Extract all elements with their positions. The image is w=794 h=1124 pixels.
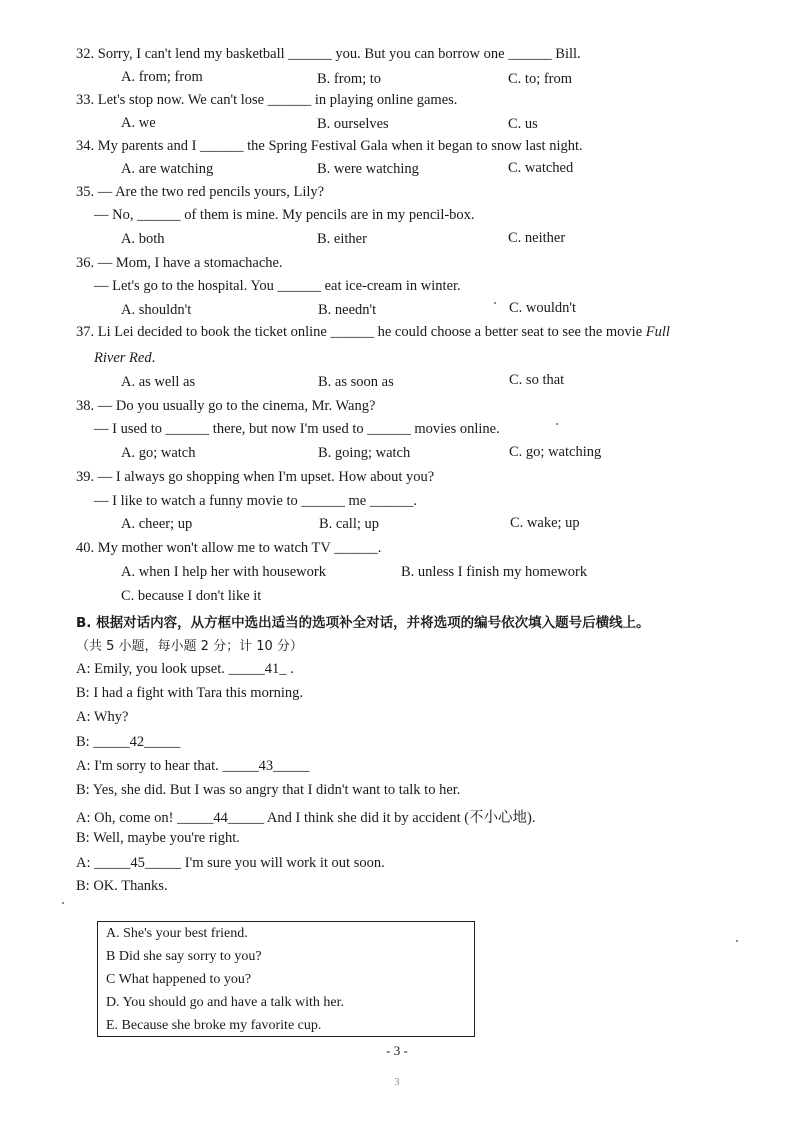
question-32-option-c: C. to; from: [508, 71, 573, 87]
page-number: - 3 -: [386, 1043, 408, 1058]
question-37-movie-title-part1: Full: [645, 324, 670, 340]
question-39-option-c: C. wake; up: [510, 515, 580, 531]
scan-speck: [494, 302, 496, 304]
question-32-option-a: A. from; from: [121, 69, 203, 85]
scan-speck: [556, 423, 558, 425]
section-b-points: （共 5 小题，每小题 2 分；计 10 分）: [76, 639, 303, 654]
question-40-option-a: A. when I help her with housework: [121, 564, 326, 580]
question-36-option-b: B. needn't: [318, 302, 377, 318]
dialogue-line: B: Well, maybe you're right.: [76, 830, 240, 846]
question-39-stem: 39. — I always go shopping when I'm upset. How about you?: [76, 469, 435, 485]
question-38-option-c: C. go; watching: [509, 444, 602, 460]
question-36-option-a: A. shouldn't: [121, 302, 192, 318]
box-option-d: D. You should go and have a talk with her.: [106, 995, 344, 1010]
footer-number: 3: [394, 1077, 400, 1088]
dialogue-line: B: OK. Thanks.: [76, 878, 168, 894]
question-34-option-a: A. are watching: [121, 161, 214, 177]
question-36-option-c: C. wouldn't: [509, 300, 577, 316]
dialogue-line: A: Why?: [76, 709, 129, 725]
box-option-b: B Did she say sorry to you?: [106, 949, 262, 964]
question-37-period: .: [151, 350, 156, 366]
question-40-option-c: C. because I don't like it: [121, 588, 262, 604]
question-35-stem: 35. — Are the two red pencils yours, Lily?: [76, 184, 325, 200]
box-option-a: A. She's your best friend.: [106, 926, 248, 941]
question-37-stem-text: 37. Li Lei decided to book the ticket online ______ he could choose a better seat to see the movie: [76, 324, 643, 340]
question-38-option-a: A. go; watch: [121, 445, 196, 461]
question-34-stem: 34. My parents and I ______ the Spring Festival Gala when it began to snow last night.: [76, 138, 583, 154]
question-37-option-a: A. as well as: [121, 374, 196, 390]
question-39-option-a: A. cheer; up: [121, 516, 193, 532]
question-32-stem: 32. Sorry, I can't lend my basketball ______ you. But you can borrow one ______ Bill.: [76, 46, 581, 62]
question-39-option-b: B. call; up: [319, 516, 380, 532]
dialogue-line: A: _____45_____ I'm sure you will work it out soon.: [76, 855, 385, 871]
question-37-option-b: B. as soon as: [318, 374, 394, 390]
scan-speck: [736, 940, 738, 942]
dialogue-line: B: I had a fight with Tara this morning.: [76, 685, 304, 701]
question-39-stem-line2: — I like to watch a funny movie to ______ me ______.: [94, 493, 417, 509]
question-37-movie-title-part2: River Red: [94, 350, 152, 366]
question-38-stem: 38. — Do you usually go to the cinema, Mr. Wang?: [76, 398, 376, 414]
question-40-option-b: B. unless I finish my homework: [401, 564, 588, 580]
question-33-stem: 33. Let's stop now. We can't lose ______ in playing online games.: [76, 92, 458, 108]
question-35-stem-line2: — No, ______ of them is mine. My pencils are in my pencil-box.: [94, 207, 475, 223]
question-35-option-b: B. either: [317, 231, 367, 247]
question-33-option-a: A. we: [121, 115, 156, 131]
box-option-c: C What happened to you?: [106, 972, 252, 987]
dialogue-line: A: Emily, you look upset. _____41_ .: [76, 661, 294, 677]
dialogue-line: A: I'm sorry to hear that. _____43_____: [76, 758, 310, 774]
question-33-option-c: C. us: [508, 116, 538, 132]
question-40-stem: 40. My mother won't allow me to watch TV ______.: [76, 540, 382, 556]
scan-speck: [62, 902, 64, 904]
question-37-stem: [76, 324, 670, 341]
question-33-option-b: B. ourselves: [317, 116, 389, 132]
section-b-title: B. 根据对话内容，从方框中选出适当的选项补全对话，并将选项的编号依次填入题号后横线上。: [76, 615, 650, 631]
question-34-option-b: B. were watching: [317, 161, 419, 177]
question-37-option-c: C. so that: [509, 372, 565, 388]
question-35-option-a: A. both: [121, 231, 165, 247]
dialogue-line: A: Oh, come on! _____44_____ And I think she did it by accident (不小心地).: [76, 810, 536, 826]
dialogue-line: B: Yes, she did. But I was so angry that I didn't want to talk to her.: [76, 782, 461, 798]
options-box: [97, 921, 475, 1037]
question-35-option-c: C. neither: [508, 230, 566, 246]
question-32-option-b: B. from; to: [317, 71, 382, 87]
box-option-e: E. Because she broke my favorite cup.: [106, 1018, 322, 1033]
question-37-stem-line2: [94, 350, 155, 367]
question-38-stem-line2: — I used to ______ there, but now I'm used to ______ movies online.: [94, 421, 500, 437]
question-34-option-c: C. watched: [508, 160, 574, 176]
question-38-option-b: B. going; watch: [318, 445, 411, 461]
question-36-stem-line2: — Let's go to the hospital. You ______ eat ice-cream in winter.: [94, 278, 461, 294]
dialogue-line: B: _____42_____: [76, 734, 181, 750]
question-36-stem: 36. — Mom, I have a stomachache.: [76, 255, 283, 271]
